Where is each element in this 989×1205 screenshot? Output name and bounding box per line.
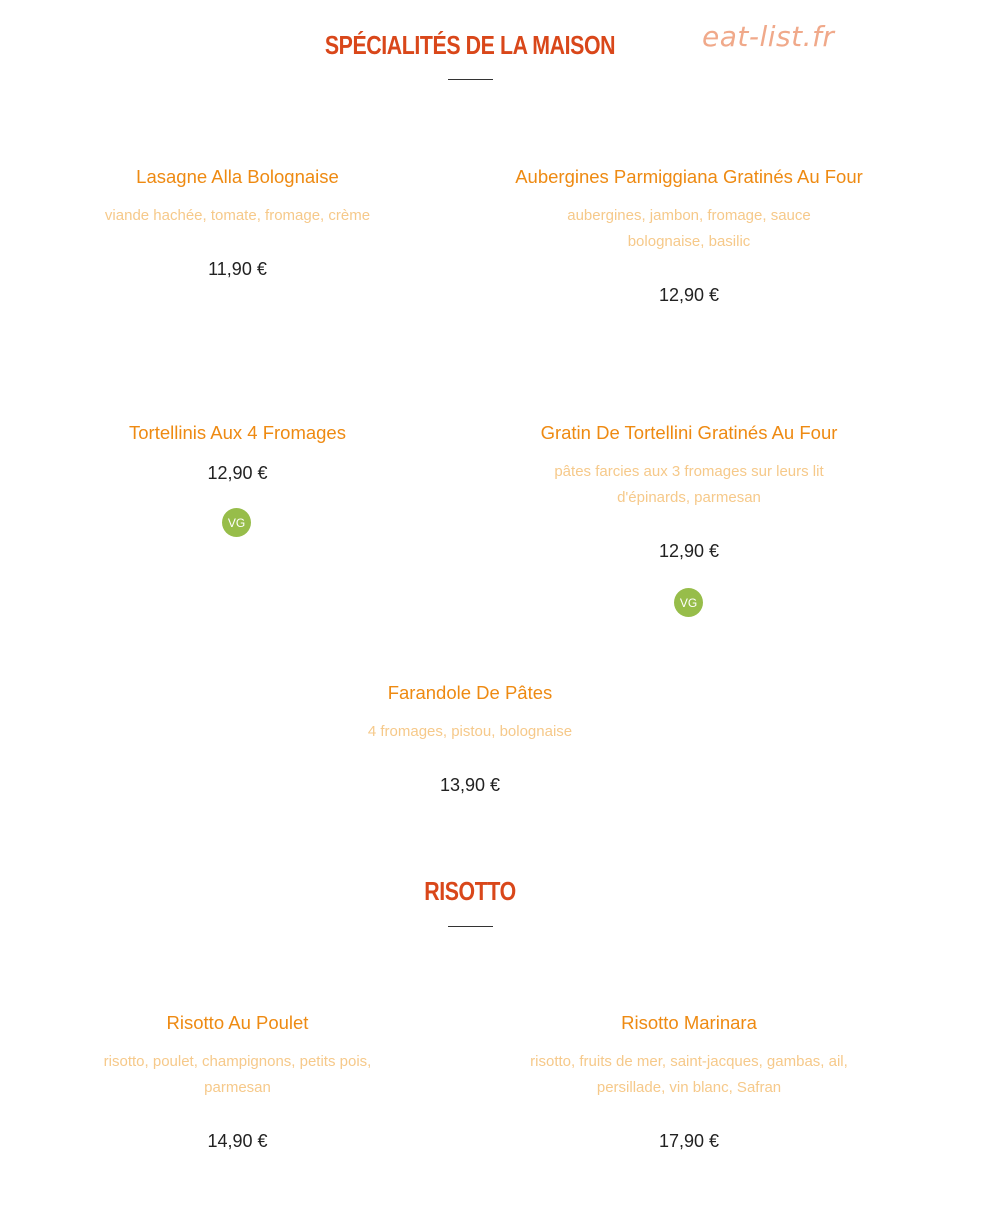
item-price: 13,90 €: [439, 775, 501, 795]
menu-item-tortellinis: [80, 418, 395, 485]
item-description: pâtes farcies aux 3 fromages sur leurs lit d'épinards, parmesan: [554, 463, 824, 506]
item-price: 17,90 €: [658, 1131, 720, 1151]
section-divider: [448, 79, 493, 80]
item-description: risotto, fruits de mer, saint-jacques, gambas, ail, persillade, vin blanc, Safran: [530, 1053, 848, 1096]
section-title-risotto: RISOTTO: [424, 876, 516, 906]
item-name: Farandole De Pâtes: [387, 682, 553, 703]
menu-item-farandole: [290, 678, 650, 797]
vegetarian-badge: VG: [674, 588, 703, 617]
menu-item-gratin-tortellini: [515, 418, 863, 563]
menu-item-lasagne: [80, 162, 395, 281]
item-price: 12,90 €: [658, 541, 720, 561]
item-name: Lasagne Alla Bolognaise: [136, 166, 339, 187]
item-price: 11,90 €: [208, 259, 267, 279]
item-price: 12,90 €: [658, 285, 720, 305]
item-name: Tortellinis Aux 4 Fromages: [129, 422, 346, 443]
section-title-specialites: SPÉCIALITÉS DE LA MAISON: [324, 30, 616, 60]
item-price: 12,90 €: [207, 463, 268, 483]
section-divider: [448, 926, 493, 927]
menu-item-aubergines: [515, 162, 863, 307]
item-description: 4 fromages, pistou, bolognaise: [367, 723, 573, 740]
item-description: risotto, poulet, champignons, petits pois, parmesan: [103, 1053, 372, 1096]
item-description: viande hachée, tomate, fromage, crème: [104, 207, 371, 224]
menu-item-risotto-poulet: [80, 1008, 395, 1153]
menu-item-risotto-marinara: [515, 1008, 863, 1153]
item-price: 14,90 €: [207, 1131, 268, 1151]
item-name: Aubergines Parmiggiana Gratinés Au Four: [515, 166, 863, 187]
item-name: Gratin De Tortellini Gratinés Au Four: [540, 422, 838, 443]
item-name: Risotto Au Poulet: [166, 1012, 309, 1033]
watermark-text: eat-list.fr: [702, 20, 835, 53]
vegetarian-badge: VG: [222, 508, 251, 537]
item-name: Risotto Marinara: [621, 1012, 757, 1033]
item-description: aubergines, jambon, fromage, sauce bolognaise, basilic: [567, 207, 811, 250]
